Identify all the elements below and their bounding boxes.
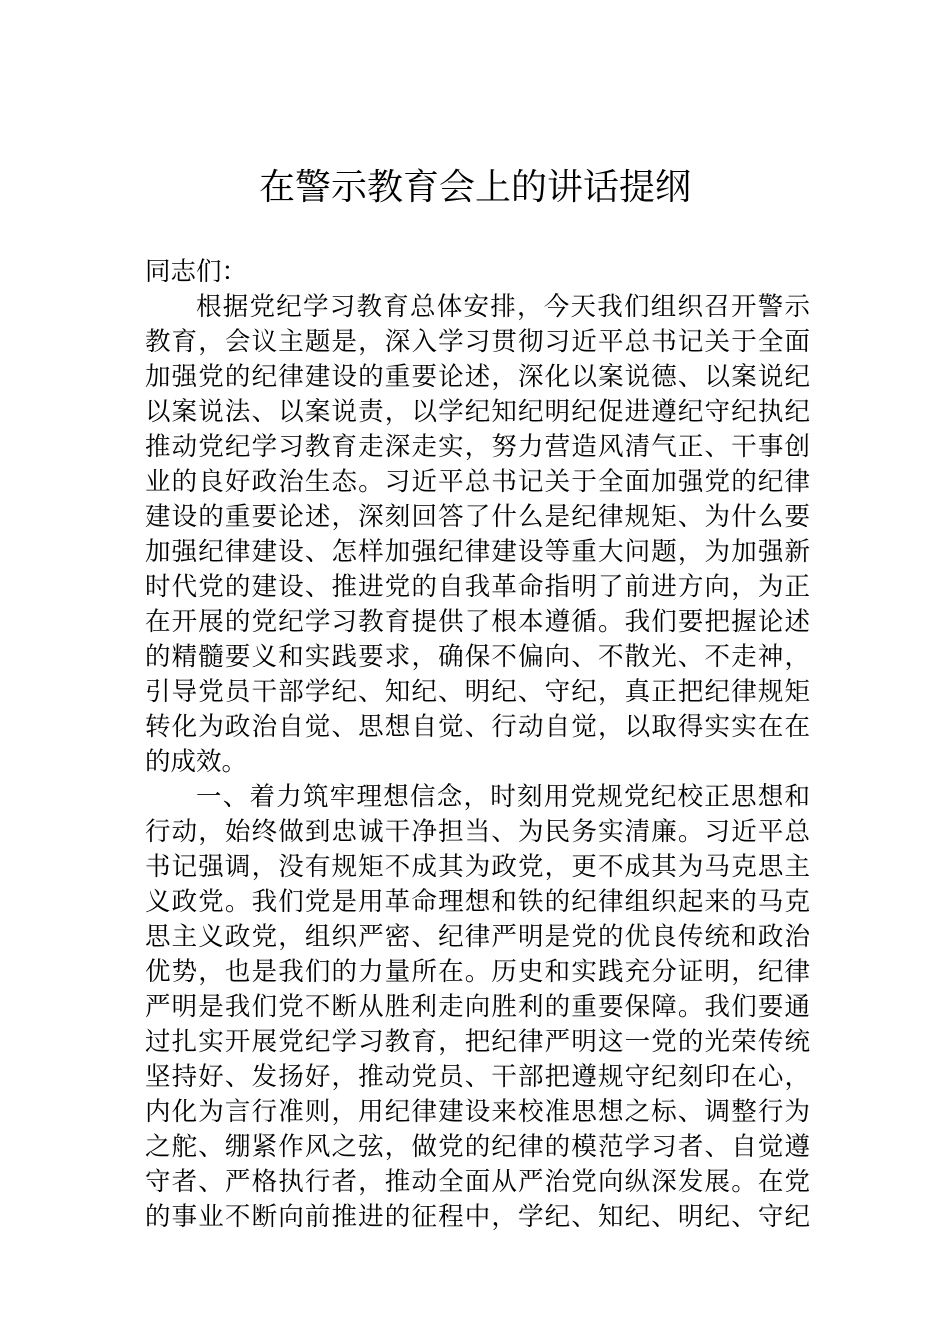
- body-line: 的事业不断向前推进的征程中，学纪、知纪、明纪、守纪: [145, 1202, 810, 1232]
- body-line: 严明是我们党不断从胜利走向胜利的重要保障。我们要通: [145, 992, 810, 1022]
- body-line: 转化为政治自觉、思想自觉、行动自觉，以取得实实在在: [145, 712, 810, 742]
- body-line: 书记强调，没有规矩不成其为政党，更不成其为马克思主: [145, 852, 810, 882]
- body-line: 行动，始终做到忠诚干净担当、为民务实清廉。习近平总: [145, 817, 810, 847]
- body-line: 业的良好政治生态。习近平总书记关于全面加强党的纪律: [145, 467, 810, 497]
- body-line: 教育，会议主题是，深入学习贯彻习近平总书记关于全面: [145, 327, 810, 357]
- body-line: 之舵、绷紧作风之弦，做党的纪律的模范学习者、自觉遵: [145, 1132, 810, 1162]
- body-line: 一、着力筑牢理想信念，时刻用党规党纪校正思想和: [196, 782, 810, 812]
- body-line: 的精髓要义和实践要求，确保不偏向、不散光、不走神，: [145, 642, 810, 672]
- body-line: 以案说法、以案说责，以学纪知纪明纪促进遵纪守纪执纪: [145, 397, 810, 427]
- body-line: 推动党纪学习教育走深走实，努力营造风清气正、干事创: [145, 432, 810, 462]
- body-line: 在开展的党纪学习教育提供了根本遵循。我们要把握论述: [145, 607, 810, 637]
- body-line: 的成效。: [145, 747, 248, 777]
- body-line: 守者、严格执行者，推动全面从严治党向纵深发展。在党: [145, 1167, 810, 1197]
- body-line: 义政党。我们党是用革命理想和铁的纪律组织起来的马克: [145, 887, 810, 917]
- body-line: 加强纪律建设、怎样加强纪律建设等重大问题，为加强新: [145, 537, 810, 567]
- body-line: 内化为言行准则，用纪律建设来校准思想之标、调整行为: [145, 1097, 810, 1127]
- body-line: 时代党的建设、推进党的自我革命指明了前进方向，为正: [145, 572, 810, 602]
- body-line: 根据党纪学习教育总体安排，今天我们组织召开警示: [196, 292, 810, 322]
- body-line: 引导党员干部学纪、知纪、明纪、守纪，真正把纪律规矩: [145, 677, 810, 707]
- body-line: 坚持好、发扬好，推动党员、干部把遵规守纪刻印在心，: [145, 1062, 810, 1092]
- body-line: 加强党的纪律建设的重要论述，深化以案说德、以案说纪: [145, 362, 810, 392]
- document-title: 在警示教育会上的讲话提纲: [258, 167, 691, 208]
- body-line: 优势，也是我们的力量所在。历史和实践充分证明，纪律: [145, 957, 810, 987]
- body-line: 思主义政党，组织严密、纪律严明是党的优良传统和政治: [145, 922, 810, 952]
- salutation: 同志们：: [145, 257, 248, 287]
- body-line: 过扎实开展党纪学习教育，把纪律严明这一党的光荣传统: [145, 1027, 810, 1057]
- body-line: 建设的重要论述，深刻回答了什么是纪律规矩、为什么要: [145, 502, 810, 532]
